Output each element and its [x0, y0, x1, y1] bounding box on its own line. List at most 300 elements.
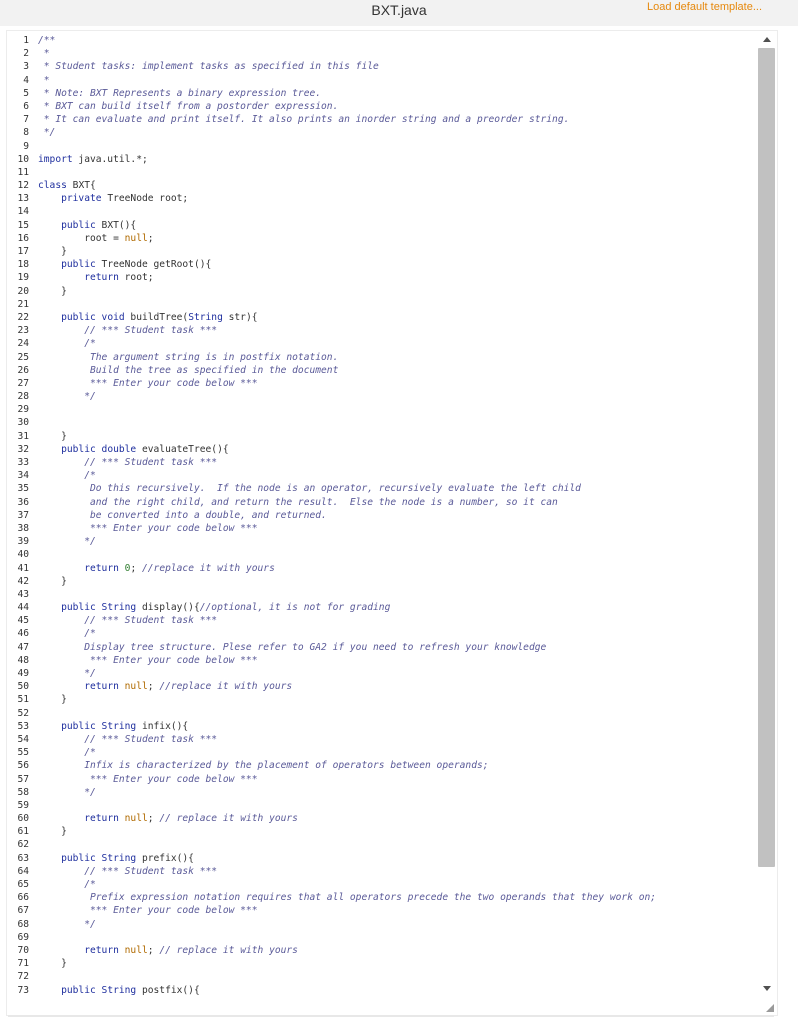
code-line[interactable]: [7, 285, 656, 298]
line-number: 3: [23, 61, 29, 73]
code-token: */: [38, 918, 96, 930]
code-line[interactable]: [7, 535, 656, 548]
code-token: infix(){: [136, 720, 189, 732]
line-number: 72: [17, 971, 29, 983]
code-line[interactable]: [7, 430, 656, 443]
line-number: 67: [17, 905, 29, 917]
code-line[interactable]: [7, 680, 656, 693]
code-text[interactable]: [29, 957, 67, 970]
code-line[interactable]: [7, 416, 656, 429]
code-line[interactable]: [7, 838, 656, 851]
line-number: 18: [17, 259, 29, 271]
line-number: 15: [17, 219, 29, 231]
code-text[interactable]: [29, 47, 50, 60]
code-line[interactable]: [7, 192, 656, 205]
code-text[interactable]: [29, 865, 217, 878]
code-text[interactable]: [29, 377, 258, 390]
line-number: 25: [17, 351, 29, 363]
code-token: BXT(){: [95, 219, 137, 231]
code-text[interactable]: [29, 258, 211, 271]
code-token: public: [61, 852, 96, 864]
line-number: 66: [17, 892, 29, 904]
code-line[interactable]: [7, 984, 656, 997]
code-line[interactable]: [7, 562, 656, 575]
code-line[interactable]: [7, 219, 656, 232]
code-text[interactable]: [29, 364, 338, 377]
line-number: 1: [23, 35, 29, 46]
code-text[interactable]: [29, 403, 38, 416]
line-number: 16: [17, 232, 29, 244]
code-token: String: [101, 852, 137, 864]
line-number: 48: [17, 654, 29, 666]
code-token: TreeNode root;: [101, 193, 189, 205]
code-text[interactable]: [29, 693, 67, 706]
line-number: 33: [17, 457, 29, 468]
code-token: 0: [124, 562, 131, 574]
code-text[interactable]: [29, 311, 258, 324]
code-token: *** Enter your code below ***: [38, 773, 258, 785]
code-text[interactable]: [29, 219, 136, 232]
code-text[interactable]: [29, 245, 67, 258]
line-number: 13: [17, 193, 29, 205]
line-number: 44: [17, 602, 29, 614]
line-number: 59: [17, 799, 29, 811]
code-line[interactable]: [7, 258, 656, 271]
code-line[interactable]: [7, 100, 656, 113]
code-text[interactable]: [29, 443, 229, 456]
code-line[interactable]: [7, 509, 656, 522]
code-line[interactable]: [7, 878, 656, 891]
line-number: 41: [17, 562, 29, 574]
line-number: 36: [17, 496, 29, 508]
line-number: 12: [17, 180, 29, 192]
code-text[interactable]: [29, 179, 96, 192]
line-number: 22: [17, 311, 29, 323]
code-token: prefix(){: [136, 852, 194, 864]
code-line[interactable]: [7, 390, 656, 403]
code-text[interactable]: [29, 641, 546, 654]
code-line[interactable]: [7, 377, 656, 390]
code-line[interactable]: [7, 140, 656, 153]
code-text[interactable]: [29, 773, 258, 786]
code-text[interactable]: [29, 812, 298, 825]
code-token: TreeNode getRoot(){: [95, 259, 212, 271]
line-number: 4: [23, 74, 29, 86]
code-token: // *** Student task ***: [38, 733, 218, 745]
code-token: double: [101, 443, 137, 455]
code-text[interactable]: [29, 113, 569, 126]
code-text[interactable]: [29, 192, 188, 205]
line-number: 2: [23, 48, 29, 60]
code-text[interactable]: [29, 166, 38, 179]
editor-bottom-border: [8, 1015, 774, 1017]
line-number: 58: [17, 786, 29, 798]
code-editor[interactable]: [6, 30, 778, 1016]
scroll-down-icon[interactable]: [760, 984, 774, 994]
code-token: null: [124, 944, 148, 956]
code-line[interactable]: [7, 548, 656, 561]
code-text[interactable]: [29, 918, 96, 931]
line-number: 29: [17, 404, 29, 416]
code-line[interactable]: [7, 482, 656, 495]
code-token: buildTree(: [124, 311, 189, 323]
code-line[interactable]: [7, 786, 656, 799]
code-token: evaluateTree(){: [136, 443, 229, 455]
code-line[interactable]: [7, 60, 656, 73]
code-text[interactable]: [29, 825, 67, 838]
code-line[interactable]: [7, 456, 656, 469]
code-line[interactable]: [7, 351, 656, 364]
code-line[interactable]: [7, 970, 656, 983]
code-text[interactable]: [29, 720, 188, 733]
code-token: // *** Student task ***: [38, 615, 218, 627]
code-text[interactable]: [29, 707, 38, 720]
code-text[interactable]: [29, 60, 379, 73]
code-token: */: [38, 127, 56, 139]
code-token: null: [124, 813, 148, 825]
code-text[interactable]: [29, 838, 38, 851]
code-line[interactable]: [7, 166, 656, 179]
line-number: 61: [17, 826, 29, 838]
code-token: ;: [130, 562, 142, 574]
code-line[interactable]: [7, 575, 656, 588]
code-line[interactable]: [7, 469, 656, 482]
line-number: 49: [17, 668, 29, 679]
code-token: [38, 563, 84, 574]
code-token: //replace it with yours: [142, 562, 275, 574]
code-token: }: [38, 430, 67, 442]
code-token: public: [61, 443, 96, 455]
code-line[interactable]: [7, 931, 656, 944]
code-text[interactable]: [29, 285, 67, 298]
line-number: 27: [17, 377, 29, 389]
line-number: 10: [17, 153, 29, 165]
load-default-template-link[interactable]: Load default template...: [647, 1, 762, 13]
code-line[interactable]: [7, 799, 656, 812]
code-token: }: [38, 958, 67, 970]
code-line[interactable]: [7, 812, 656, 825]
code-line[interactable]: [7, 205, 656, 218]
code-text[interactable]: [29, 351, 338, 364]
code-line[interactable]: [7, 153, 656, 166]
line-number: 31: [17, 430, 29, 442]
code-text[interactable]: [29, 140, 38, 153]
line-number: 63: [17, 852, 29, 864]
code-token: [38, 444, 61, 455]
code-text[interactable]: [29, 852, 194, 865]
line-number: 45: [17, 615, 29, 627]
code-text[interactable]: [29, 786, 96, 799]
code-line[interactable]: [7, 720, 656, 733]
line-number: 39: [17, 536, 29, 548]
code-token: */: [38, 391, 96, 403]
code-line[interactable]: [7, 707, 656, 720]
code-text[interactable]: [29, 535, 96, 548]
code-line[interactable]: [7, 271, 656, 284]
line-number: 40: [17, 549, 29, 561]
code-text[interactable]: [29, 469, 96, 482]
code-line[interactable]: [7, 232, 656, 245]
code-line[interactable]: [7, 87, 656, 100]
code-line[interactable]: [7, 47, 656, 60]
code-token: * BXT can build itself from a postorder expression.: [38, 100, 339, 112]
code-text[interactable]: [29, 482, 581, 495]
code-token: }: [38, 575, 67, 587]
code-text[interactable]: [29, 944, 298, 957]
line-number: 5: [23, 87, 29, 99]
code-line[interactable]: [7, 865, 656, 878]
scroll-up-icon[interactable]: [760, 34, 774, 44]
code-token: [38, 259, 61, 270]
code-text[interactable]: [29, 614, 217, 627]
code-text[interactable]: [29, 337, 96, 350]
code-token: return: [84, 813, 119, 825]
code-token: String: [101, 720, 137, 732]
code-text[interactable]: [29, 390, 96, 403]
line-number: 37: [17, 509, 29, 521]
code-token: The argument string is in postfix notation.: [38, 351, 339, 363]
line-number: 68: [17, 918, 29, 930]
code-token: // *** Student task ***: [38, 865, 218, 877]
line-number: 64: [17, 865, 29, 877]
code-line[interactable]: [7, 627, 656, 640]
code-token: [38, 813, 84, 824]
code-token: // *** Student task ***: [38, 325, 218, 337]
line-number: 11: [17, 166, 29, 178]
line-number: 71: [17, 958, 29, 970]
code-token: /*: [38, 470, 96, 482]
line-number: 38: [17, 522, 29, 534]
code-lines[interactable]: [7, 34, 656, 997]
line-number: 6: [23, 100, 29, 112]
code-line[interactable]: [7, 34, 656, 47]
code-text[interactable]: [29, 588, 38, 601]
code-text[interactable]: [29, 878, 96, 891]
code-line[interactable]: [7, 311, 656, 324]
code-text[interactable]: [29, 87, 321, 100]
line-number: 28: [17, 391, 29, 403]
code-token: root;: [118, 272, 154, 284]
code-text[interactable]: [29, 205, 38, 218]
code-text[interactable]: [29, 970, 38, 983]
resize-handle-icon[interactable]: [766, 1004, 774, 1012]
code-token: String: [188, 311, 223, 323]
code-text[interactable]: [29, 74, 50, 87]
code-token: [38, 220, 61, 231]
code-text[interactable]: [29, 654, 258, 667]
code-token: [38, 193, 61, 204]
code-line[interactable]: [7, 496, 656, 509]
code-token: String: [101, 984, 137, 996]
code-token: // replace it with yours: [159, 944, 298, 956]
code-line[interactable]: [7, 918, 656, 931]
code-line[interactable]: [7, 179, 656, 192]
code-token: */: [38, 536, 96, 548]
line-number: 17: [17, 246, 29, 257]
code-text[interactable]: [29, 733, 217, 746]
code-line[interactable]: [7, 126, 656, 139]
code-token: [38, 985, 61, 996]
scrollbar-thumb[interactable]: [758, 48, 775, 867]
code-token: Infix is characterized by the placement of operators between operands;: [38, 760, 489, 772]
code-text[interactable]: [29, 298, 38, 311]
code-line[interactable]: [7, 693, 656, 706]
code-text[interactable]: [29, 522, 258, 535]
line-number: 50: [17, 681, 29, 693]
code-text[interactable]: [29, 153, 148, 166]
code-token: }: [38, 285, 67, 297]
line-number: 57: [17, 773, 29, 785]
code-text[interactable]: [29, 509, 327, 522]
code-text[interactable]: [29, 562, 275, 575]
line-number: 46: [17, 628, 29, 640]
code-token: [38, 853, 61, 864]
code-text[interactable]: [29, 601, 390, 614]
code-text[interactable]: [29, 430, 67, 443]
code-token: display(){: [136, 602, 200, 614]
line-number: 43: [17, 588, 29, 600]
line-number: 20: [17, 285, 29, 297]
code-line[interactable]: [7, 654, 656, 667]
code-token: return: [84, 944, 119, 956]
code-text[interactable]: [29, 627, 96, 640]
code-token: /**: [38, 35, 56, 46]
code-token: /*: [38, 747, 96, 759]
line-number: 32: [17, 443, 29, 455]
code-token: * Student tasks: implement tasks as specified in this file: [38, 61, 379, 73]
code-line[interactable]: [7, 904, 656, 917]
code-token: public: [61, 219, 96, 231]
code-token: private: [61, 193, 102, 205]
code-line[interactable]: [7, 641, 656, 654]
code-token: public: [61, 984, 96, 996]
code-token: Do this recursively. If the node is an operator, recursively evaluate the left child: [38, 483, 581, 495]
code-token: return: [84, 562, 119, 574]
code-text[interactable]: [29, 324, 217, 337]
code-line[interactable]: [7, 588, 656, 601]
code-token: [38, 681, 84, 692]
code-token: */: [38, 668, 96, 679]
code-text[interactable]: [29, 575, 67, 588]
line-number: 47: [17, 641, 29, 653]
code-line[interactable]: [7, 364, 656, 377]
code-line[interactable]: [7, 614, 656, 627]
code-text[interactable]: [29, 746, 96, 759]
code-text[interactable]: [29, 271, 154, 284]
code-token: [38, 602, 61, 613]
line-number: 54: [17, 733, 29, 745]
line-number: 73: [17, 984, 29, 996]
code-line[interactable]: [7, 773, 656, 786]
code-text[interactable]: [29, 667, 96, 680]
line-number: 42: [17, 575, 29, 587]
code-text[interactable]: [29, 232, 154, 245]
code-token: * Note: BXT Represents a binary expression tree.: [38, 87, 322, 99]
code-token: public: [61, 602, 96, 614]
code-line[interactable]: [7, 667, 656, 680]
code-token: /*: [38, 338, 96, 350]
code-token: ;: [147, 232, 154, 244]
line-number: 56: [17, 760, 29, 772]
code-token: return: [84, 681, 119, 693]
code-line[interactable]: [7, 601, 656, 614]
code-line[interactable]: [7, 825, 656, 838]
line-number: 30: [17, 417, 29, 429]
code-text[interactable]: [29, 100, 338, 113]
code-token: // *** Student task ***: [38, 457, 218, 468]
code-token: /*: [38, 879, 96, 890]
code-line[interactable]: [7, 944, 656, 957]
line-number: 69: [17, 931, 29, 943]
code-text[interactable]: [29, 680, 292, 693]
code-token: [38, 945, 84, 956]
code-line[interactable]: [7, 337, 656, 350]
code-line[interactable]: [7, 74, 656, 87]
line-number: 51: [17, 694, 29, 706]
code-text[interactable]: [29, 416, 38, 429]
code-line[interactable]: [7, 245, 656, 258]
code-line[interactable]: [7, 324, 656, 337]
code-token: ;: [147, 944, 160, 956]
code-token: *: [38, 74, 50, 86]
code-token: import: [38, 153, 73, 165]
code-token: *** Enter your code below ***: [38, 654, 258, 666]
line-number: 60: [17, 813, 29, 825]
code-line[interactable]: [7, 852, 656, 865]
code-line[interactable]: [7, 957, 656, 970]
code-token: str){: [222, 311, 258, 323]
code-line[interactable]: [7, 113, 656, 126]
code-text[interactable]: [29, 931, 38, 944]
code-line[interactable]: [7, 891, 656, 904]
line-number: 24: [17, 338, 29, 350]
code-token: postfix(){: [136, 984, 200, 996]
line-number: 53: [17, 720, 29, 732]
code-text[interactable]: [29, 34, 55, 47]
code-text[interactable]: [29, 456, 217, 469]
code-text[interactable]: [29, 496, 558, 509]
code-token: and the right child, and return the result. Else the node is a number, so it can: [38, 496, 558, 508]
code-line[interactable]: [7, 403, 656, 416]
code-line[interactable]: [7, 298, 656, 311]
code-text[interactable]: [29, 984, 200, 997]
code-line[interactable]: [7, 443, 656, 456]
line-number: 9: [23, 140, 29, 152]
title-bar: [0, 0, 798, 26]
code-text[interactable]: [29, 799, 38, 812]
code-line[interactable]: [7, 746, 656, 759]
code-text[interactable]: [29, 759, 489, 772]
code-token: */: [38, 786, 96, 798]
code-text[interactable]: [29, 548, 38, 561]
code-line[interactable]: [7, 522, 656, 535]
line-number: 19: [17, 272, 29, 284]
line-number: 55: [17, 747, 29, 759]
code-text[interactable]: [29, 904, 258, 917]
code-token: public: [61, 311, 96, 323]
file-title: BXT.java: [371, 2, 427, 18]
code-text[interactable]: [29, 891, 656, 904]
code-text[interactable]: [29, 126, 55, 139]
code-token: be converted into a double, and returned.: [38, 509, 327, 521]
line-number: 23: [17, 325, 29, 337]
code-token: Display tree structure. Plese refer to GA2 if you need to refresh your knowledge: [38, 641, 547, 653]
code-token: public: [61, 720, 96, 732]
line-number: 65: [17, 879, 29, 890]
code-line[interactable]: [7, 733, 656, 746]
code-line[interactable]: [7, 759, 656, 772]
code-token: Build the tree as specified in the document: [38, 364, 339, 376]
